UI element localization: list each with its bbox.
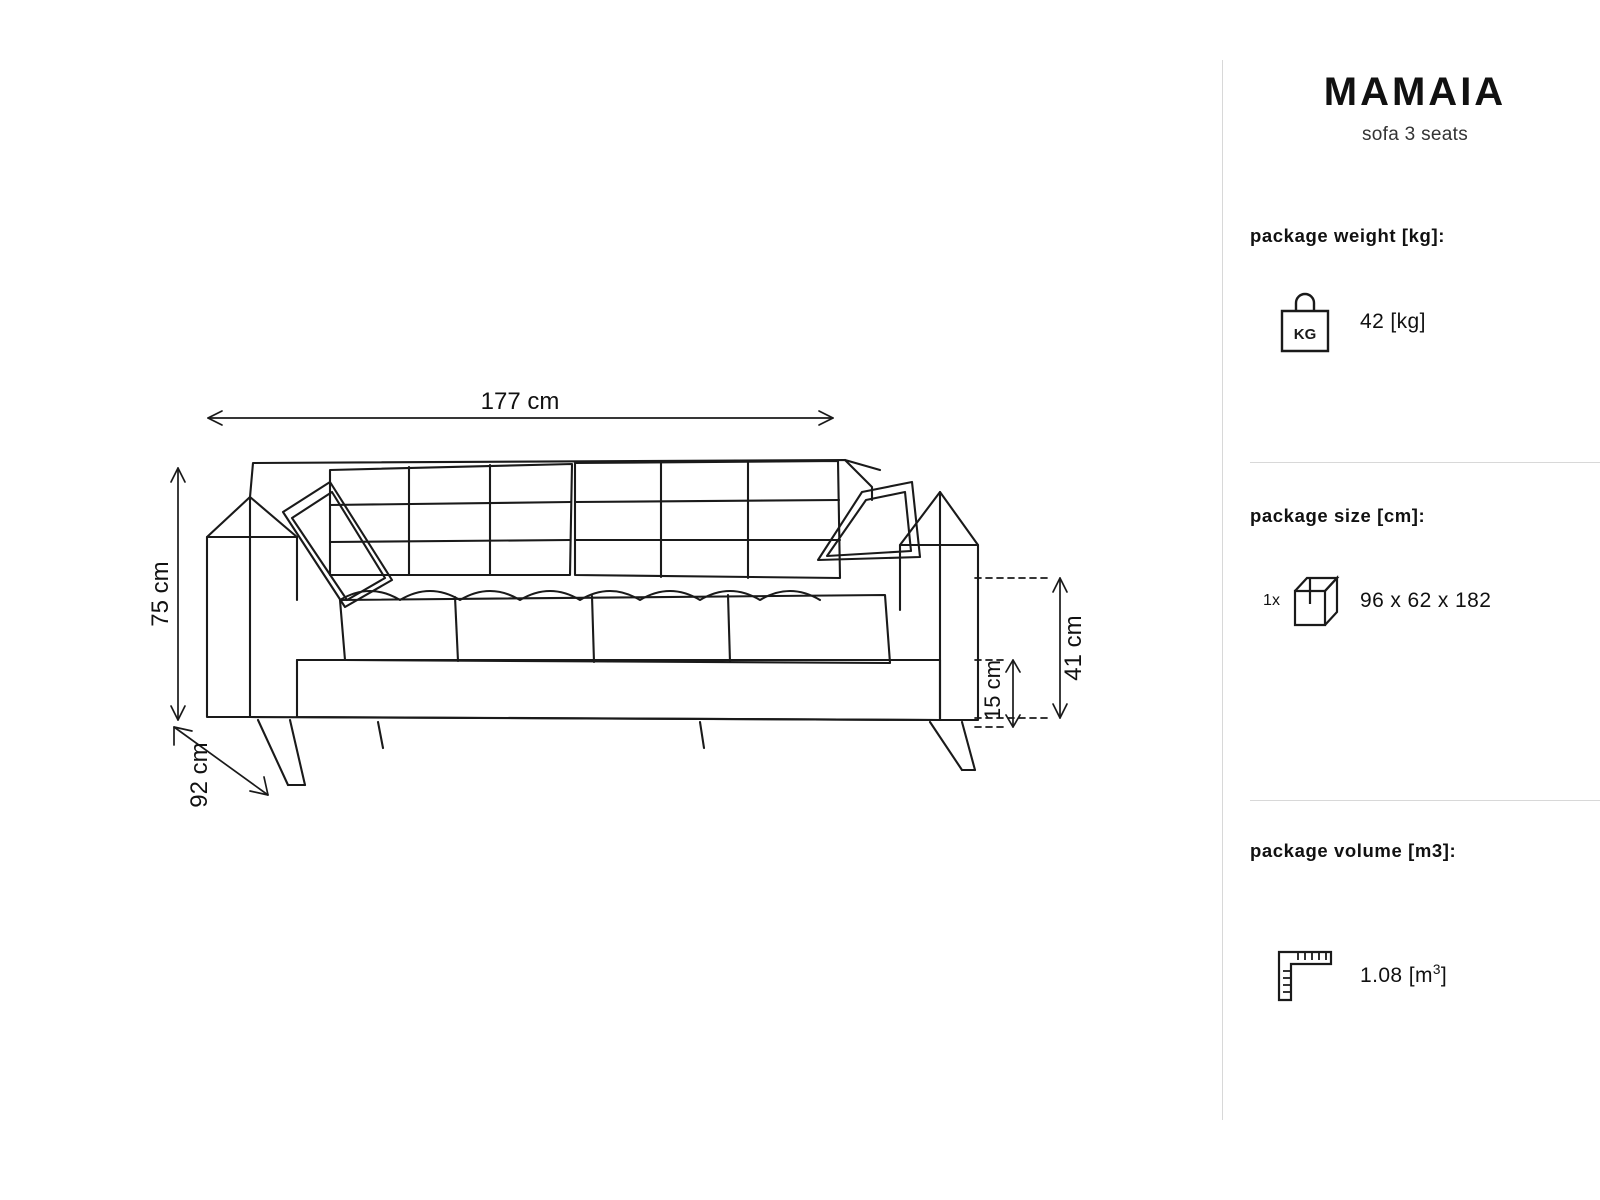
section-divider-1 (1250, 462, 1600, 463)
seat-cushions (340, 591, 890, 663)
product-subtitle: sofa 3 seats (1361, 124, 1469, 145)
package-volume-value (1360, 962, 1447, 988)
weight-bag-icon (1250, 289, 1360, 355)
package-volume-number: 1.08 [m (1360, 964, 1433, 987)
left-throw-pillow (283, 482, 392, 607)
package-volume-exponent: 3 (1432, 962, 1441, 977)
section-package-volume (1250, 840, 1600, 1008)
panel-divider (1222, 60, 1223, 1120)
package-size-value: 96 x 62 x 182 (1360, 589, 1492, 612)
title-block (1250, 70, 1580, 146)
height-dimension-label: 75 cm (147, 561, 174, 627)
section-package-weight (1250, 225, 1600, 355)
package-volume-tail: ] (1440, 964, 1448, 987)
ruler-icon (1250, 942, 1360, 1008)
package-weight-label: package weight [kg]: (1250, 225, 1445, 246)
width-dimension-label: 177 cm (480, 388, 560, 415)
sofa-legs (258, 720, 975, 785)
section-package-size (1250, 505, 1600, 633)
box-icon-group (1250, 569, 1360, 633)
leg-height-dimension-label: 15 cm (980, 660, 1005, 720)
page-title: MAMAIA (1323, 70, 1507, 114)
package-volume-label: package volume [m3]: (1250, 840, 1457, 861)
seat-height-dimension-label: 41 cm (1060, 615, 1087, 681)
back-cushions (330, 461, 840, 578)
package-quantity: 1x (1263, 592, 1280, 609)
depth-dimension-label: 92 cm (186, 742, 213, 808)
box-icon (1285, 569, 1347, 633)
package-weight-value: 42 [kg] (1360, 310, 1426, 333)
package-size-label: package size [cm]: (1250, 505, 1426, 526)
svg-text:KG: KG (1293, 326, 1317, 343)
section-divider-2 (1250, 800, 1600, 801)
product-info-panel (1250, 0, 1600, 1200)
right-throw-pillow (818, 482, 920, 560)
